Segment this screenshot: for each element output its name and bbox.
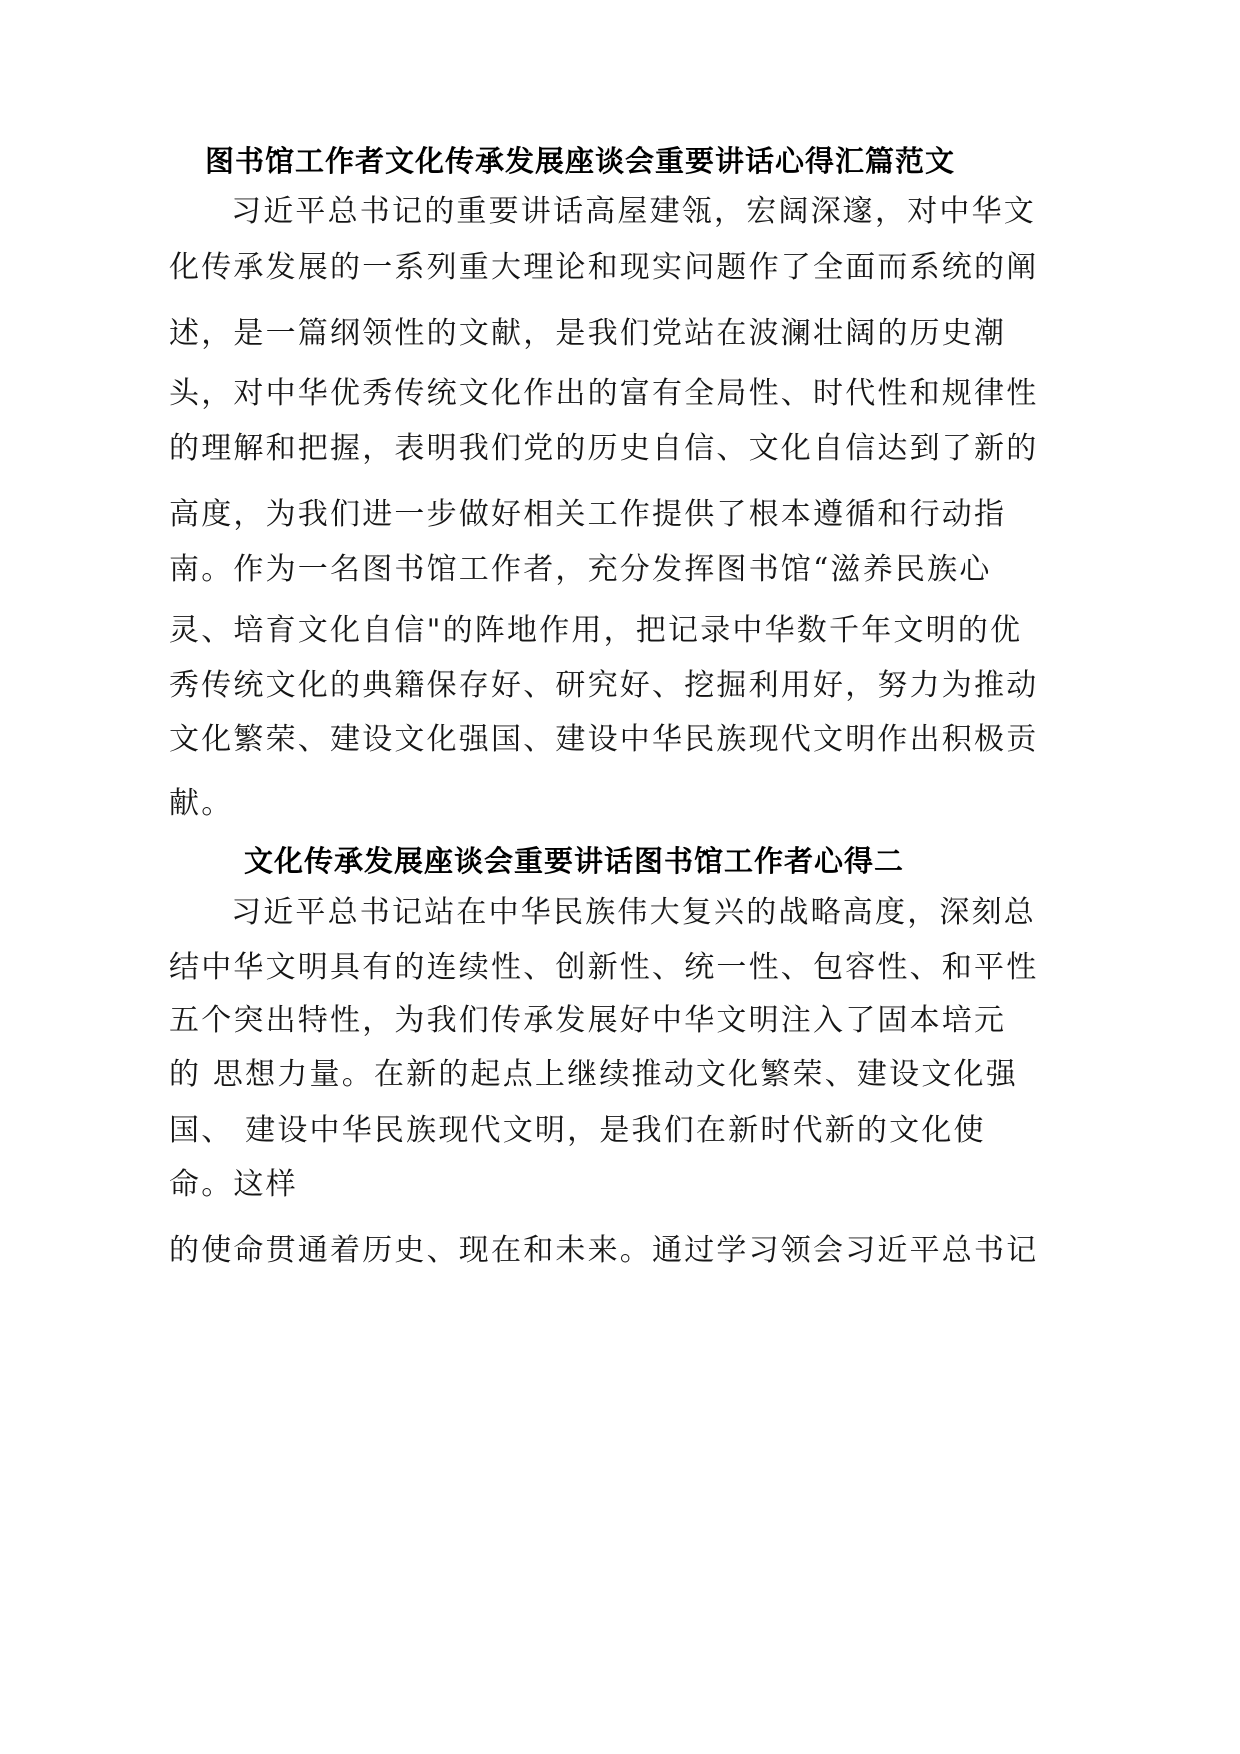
paragraph-line: 灵、培育文化自信"的阵地作用，把记录中华数千年文明的优 (169, 613, 1023, 648)
paragraph-line: 献。 (169, 786, 234, 821)
document-title: 图书馆工作者文化传承发展座谈会重要讲话心得汇篇范文 (205, 144, 956, 178)
section-2-title: 文化传承发展座谈会重要讲话图书馆工作者心得二 (244, 844, 905, 878)
paragraph-line: 的 思想力量。在新的起点上继续推动文化繁荣、建设文化强 (169, 1057, 1018, 1092)
paragraph-line: 结中华文明具有的连续性、创新性、统一性、包容性、和平性 (169, 950, 1039, 985)
paragraph-line: 国、 建设中华民族现代文明，是我们在新时代新的文化使 (169, 1113, 986, 1148)
paragraph-line: 化传承发展的一系列重大理论和现实问题作了全面而系统的阐 (169, 250, 1039, 285)
paragraph-line: 高度，为我们进一步做好相关工作提供了根本遵循和行动指 (169, 497, 1007, 532)
paragraph-line: 命。这样 (169, 1167, 298, 1202)
paragraph-line: 习近平总书记站在中华民族伟大复兴的战略高度，深刻总 (231, 895, 1036, 930)
paragraph-line: 南。作为一名图书馆工作者，充分发挥图书馆“滋养民族心 (169, 552, 992, 587)
paragraph-line: 述，是一篇纲领性的文献，是我们党站在波澜壮阔的历史潮 (169, 316, 1007, 351)
paragraph-line: 五个突出特性，为我们传承发展好中华文明注入了固本培元 (169, 1003, 1007, 1038)
paragraph-line: 的理解和把握，表明我们党的历史自信、文化自信达到了新的 (169, 431, 1039, 466)
paragraph-line: 文化繁荣、建设文化强国、建设中华民族现代文明作出积极贡 (169, 722, 1039, 757)
paragraph-line: 习近平总书记的重要讲话高屋建瓴，宏阔深邃，对中华文 (231, 194, 1036, 229)
paragraph-line: 头，对中华优秀传统文化作出的富有全局性、时代性和规律性 (169, 376, 1039, 411)
paragraph-line: 秀传统文化的典籍保存好、研究好、挖掘利用好，努力为推动 (169, 668, 1039, 703)
paragraph-line: 的使命贯通着历史、现在和未来。通过学习领会习近平总书记 (169, 1233, 1039, 1268)
